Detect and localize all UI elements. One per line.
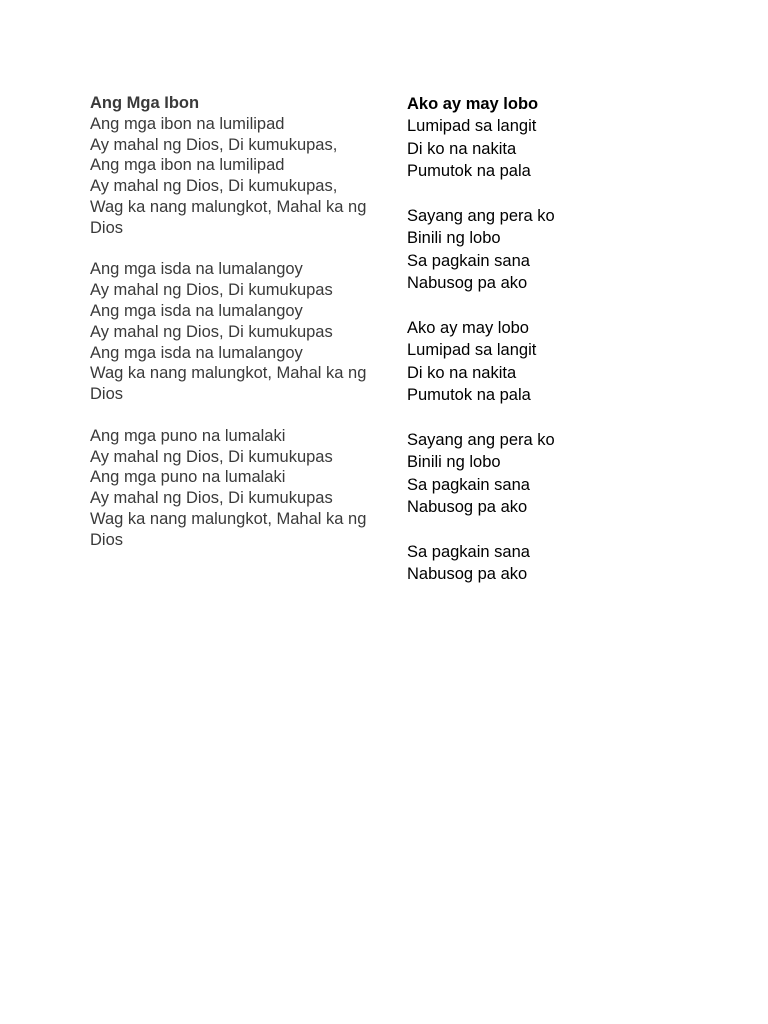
lyric-line: Nabusog pa ako [407, 274, 528, 293]
lyric-line: Ang mga ibon na lumilipad [90, 114, 285, 133]
lyric-line: Ang mga isda na lumalangoy [90, 343, 303, 362]
lyric-line: Sa pagkain sana [407, 543, 530, 562]
lyric-line: Sayang ang pera ko [407, 431, 555, 450]
lyric-line: Wag ka nang malungkot, Mahal ka ng Dios [90, 364, 367, 404]
lyric-line: Lumipad sa langit [407, 117, 537, 136]
lyric-line: Di ko na nakita [407, 139, 517, 158]
lyric-line: Ako ay may lobo [407, 319, 529, 338]
lyric-line: Binili ng lobo [407, 453, 501, 472]
lyric-line: Sa pagkain sana [407, 251, 530, 270]
lyric-line: Sa pagkain sana [407, 475, 530, 494]
right-stanza-1 [407, 115, 707, 182]
lyric-line: Wag ka nang malungkot, Mahal ka ng Dios [90, 197, 367, 237]
lyric-line: Di ko na nakita [407, 363, 517, 382]
lyric-line: Pumutok na pala [407, 386, 531, 405]
lyric-line: Wag ka nang malungkot, Mahal ka ng Dios [90, 509, 367, 549]
right-song-title: Ako ay may lobo [407, 95, 539, 113]
lyric-line: Ang mga puno na lumalaki [90, 468, 286, 487]
lyric-line: Pumutok na pala [407, 162, 531, 181]
lyric-line: Ay mahal ng Dios, Di kumukupas, [90, 135, 338, 154]
lyric-line: Nabusog pa ako [407, 498, 528, 517]
left-stanza-2 [90, 259, 380, 405]
lyric-line: Ang mga ibon na lumilipad [90, 156, 285, 175]
left-stanza-3 [90, 426, 380, 551]
lyric-line: Lumipad sa langit [407, 341, 537, 360]
right-stanza-5 [407, 541, 707, 586]
lyric-line: Ay mahal ng Dios, Di kumukupas [90, 489, 333, 508]
left-stanza-1 [90, 114, 380, 239]
right-stanza-4 [407, 429, 707, 519]
lyric-line: Ang mga puno na lumalaki [90, 426, 286, 445]
lyric-line: Ang mga isda na lumalangoy [90, 301, 303, 320]
left-song [90, 93, 380, 571]
right-song [407, 93, 707, 608]
lyric-line: Ay mahal ng Dios, Di kumukupas, [90, 177, 338, 196]
lyric-line: Binili ng lobo [407, 229, 501, 248]
lyric-line: Ang mga isda na lumalangoy [90, 260, 303, 279]
lyric-line: Sayang ang pera ko [407, 207, 555, 226]
left-song-title: Ang Mga Ibon [90, 94, 200, 112]
lyric-line: Ay mahal ng Dios, Di kumukupas [90, 281, 333, 300]
lyric-line: Nabusog pa ako [407, 565, 528, 584]
right-stanza-2 [407, 205, 707, 295]
lyric-line: Ay mahal ng Dios, Di kumukupas [90, 322, 333, 341]
right-stanza-3 [407, 317, 707, 407]
lyric-line: Ay mahal ng Dios, Di kumukupas [90, 447, 333, 466]
